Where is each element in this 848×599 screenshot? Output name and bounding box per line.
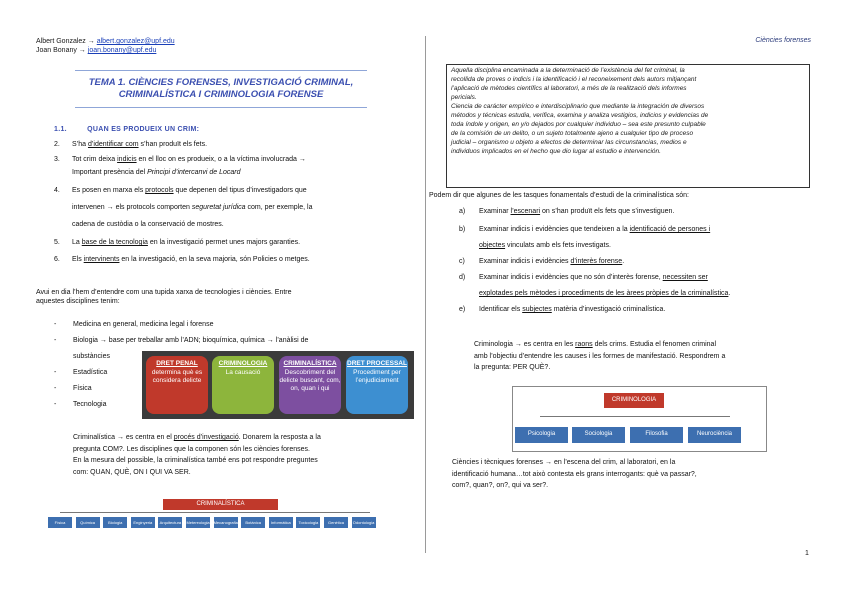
tree-child: Informàtica	[269, 517, 293, 528]
text-run: S’ha	[72, 141, 88, 148]
italic-run: Principi d’intercanvi de Locard	[147, 169, 241, 176]
tree-child: Metereologia	[186, 517, 210, 528]
forenses-paragraph: Ciències i tècniques forenses → en l’escena del crim, al laboratori, en la identificació humana…tot això contesta els grans interrogants: què va passar?, com?, quan?, on?, qui va ser?.	[452, 459, 697, 489]
discipline-item	[54, 368, 107, 377]
text-run: explotades pels mètodes i procediments de les àrees pròpies de la criminalística	[479, 290, 729, 297]
discipline-item	[54, 400, 106, 409]
page-title: TEMA 1. CIÈNCIES FORENSES, INVESTIGACIÓ CRIMINAL, CRIMINALÍSTICA I CRIMINOLOGIA FORENSE	[88, 77, 354, 100]
task-letter: b)	[459, 226, 466, 233]
list-item	[54, 140, 394, 149]
task-item	[459, 289, 730, 298]
text-run: en la investigació permet unes majors garanties.	[147, 239, 301, 246]
text-run: en el lloc on es produeix, o a la víctima involucrada →	[136, 156, 306, 163]
text-run: intervenen → els protocols comporten	[72, 204, 192, 211]
text-run: en la investigació, en la seva majoria, són Policies o metges.	[119, 256, 310, 263]
quote-line: pericials.	[451, 94, 477, 101]
list-item	[54, 203, 394, 212]
text-run: necessiten ser	[662, 274, 708, 281]
task-item	[459, 305, 665, 314]
quote-line: individuos implicados en el hecho que dio lugar al estudio e intervención.	[451, 148, 661, 155]
author-1-email-link[interactable]: albert.gonzalez@upf.edu	[96, 38, 175, 45]
quote-line: toda índole y origen, en y/o dejados por cualquier individuo – sea este presunto culpable	[451, 121, 706, 128]
text-run: cadena de custòdia o la conservació de mostres.	[72, 221, 224, 228]
author-1: Albert Gonzalez → albert.gonzalez@upf.edu	[36, 38, 175, 45]
text-run: base de la tecnologia	[81, 239, 148, 246]
text-run: Tot crim deixa	[72, 156, 118, 163]
text-run: protocols	[145, 187, 174, 194]
text-run: La	[72, 239, 82, 246]
text-run: Es posen en marxa els	[72, 187, 146, 194]
column-divider	[425, 36, 426, 553]
tree-child: Arquitectura	[158, 517, 182, 528]
tree-root: CRIMINALÍSTICA	[163, 499, 278, 510]
author-2: Joan Bonany → joan.bonany@upf.edu	[36, 47, 157, 54]
card-heading: DRET PROCESSAL	[347, 360, 407, 367]
tree-child: Filosofia	[630, 427, 683, 443]
title-rule-bottom	[75, 107, 367, 108]
discipline-card	[346, 356, 408, 414]
bullet-dash: -	[54, 385, 57, 392]
quote-line: métodos y técnicas estudia, verifica, examina y analiza vestigios, indicios y evidencias de	[451, 112, 709, 119]
list-item	[54, 255, 394, 264]
criminalistica-paragraph: Criminalística → es centra en el procés d’investigació. Donarem la resposta a la pregunta COM?. Les disciplines que la componen són les ciències forenses. En la mesura del possible, la criminalística també ens pot respondre preguntes com: QUAN, QUÈ, ON I QUI VA SER.	[73, 434, 321, 476]
discipline-text: substàncies	[73, 353, 110, 360]
text-run: intervinents	[83, 256, 120, 263]
card-body: La causació	[225, 369, 261, 376]
text-run: d’identificar com	[87, 141, 139, 148]
discipline-item	[54, 320, 213, 329]
list-number: 3.	[54, 156, 60, 163]
tree-child: Toxicologia	[296, 517, 320, 528]
title-rule-top	[75, 70, 367, 71]
bullet-dash: -	[54, 401, 57, 408]
task-item	[459, 225, 710, 234]
card-body: Descobriment del delicte buscant, com, on, quan i qui	[279, 369, 341, 392]
task-item	[459, 207, 674, 216]
discipline-text: Estadística	[73, 369, 108, 376]
discipline-card	[212, 356, 274, 414]
bullet-dash: -	[54, 369, 57, 376]
discipline-item	[54, 384, 92, 393]
text-run: identificació de persones i	[629, 226, 711, 233]
text-run: vinculats amb els fets investigats.	[505, 242, 611, 249]
text-run: com, per exemple, la	[245, 204, 313, 211]
text-run: objectes	[479, 242, 506, 249]
tree-child: Genètica	[324, 517, 348, 528]
text-run: matèria d’investigació criminalística.	[551, 306, 666, 313]
tree-child: Física	[48, 517, 72, 528]
text-run: subjectes	[522, 306, 552, 313]
tree-child: Enginyeria	[131, 517, 155, 528]
course-name: Ciències forenses	[755, 37, 811, 44]
discipline-text: Biologia → base per treballar amb l’ADN; bioquímica, química → l’anàlisi de	[73, 337, 309, 344]
text-run: Examinar indicis i evidències	[479, 258, 571, 265]
bullet-dash: -	[54, 321, 57, 328]
text-run: .	[622, 258, 625, 265]
list-number: 5.	[54, 239, 60, 246]
list-item	[54, 238, 394, 247]
tree-root: CRIMINOLOGIA	[604, 393, 664, 408]
task-letter: c)	[459, 258, 465, 265]
card-body: determina què es considera delicte	[151, 369, 203, 384]
list-item	[54, 168, 394, 177]
quote-line: recollida de proves o indicis i la identificació i el reconeixement dels autors mitjançant	[451, 76, 697, 83]
tree-child: Sociologia	[572, 427, 625, 443]
quote-line: Aquella disciplina encaminada a la determinació de l’existència del fet criminal, la	[451, 67, 685, 74]
card-heading: CRIMINALÍSTICA	[283, 360, 337, 367]
definition-box	[446, 64, 810, 188]
discipline-card	[146, 356, 208, 414]
text-run: Important presència del	[72, 169, 148, 176]
intro-paragraph: Avui en dia l’hem d’entendre com una tupida xarxa de tecnologies i ciències. Entre aquestes disciplines tenim:	[36, 289, 292, 305]
page-number: 1	[805, 550, 809, 557]
task-item	[459, 273, 708, 282]
text-run: Identificar els	[479, 306, 523, 313]
text-run: Els	[72, 256, 84, 263]
discipline-item	[54, 336, 308, 345]
quote-line: judicial – organismo u objeto a efectos de determinar las circunstancias, medios e	[451, 139, 687, 146]
criminologia-paragraph: Criminologia → es centra en les raons dels crims. Estudia el fenomen criminal amb l’objectiu d’entendre les causes i les formes de manifestació. Respondrem a la pregunta: PER QUÈ?.	[474, 341, 726, 371]
list-item	[54, 220, 394, 229]
text-run: on s’han produït els fets que s’investiguen.	[540, 208, 675, 215]
tree-child: Botànica	[241, 517, 265, 528]
list-number: 4.	[54, 187, 60, 194]
list-item	[54, 186, 394, 195]
text-run: d’interès forense	[570, 258, 623, 265]
tasks-intro: Podem dir que algunes de les tasques fonamentals d’estudi de la criminalística són:	[429, 192, 689, 199]
italic-run: seguretat jurídica	[191, 204, 246, 211]
quote-line: de la comisión de un delito, o un sujeto totalmente ajeno a cualquier tipo de proceso	[451, 130, 694, 137]
bullet-dash: -	[54, 337, 57, 344]
task-item	[459, 257, 624, 266]
tree-child: Química	[76, 517, 100, 528]
task-letter: d)	[459, 274, 466, 281]
tree-child: Biologia	[103, 517, 127, 528]
section-heading: 1.1. QUAN ES PRODUEIX UN CRIM:	[54, 126, 200, 133]
text-run: s’han produït els fets.	[138, 141, 208, 148]
tree-connector	[540, 416, 730, 417]
task-item	[459, 241, 611, 250]
card-heading: CRIMINOLOGIA	[218, 360, 268, 367]
tree-child: Mecanografia	[214, 517, 238, 528]
list-number: 2.	[54, 141, 60, 148]
text-run: Examinar	[479, 208, 511, 215]
list-item	[54, 155, 394, 164]
discipline-text: Tecnologia	[73, 401, 107, 408]
tree-child: Odontologia	[352, 517, 376, 528]
card-heading: DRET PENAL	[156, 360, 198, 367]
tree-child: Neurociència	[688, 427, 741, 443]
list-number: 6.	[54, 256, 60, 263]
quote-line: l’aplicació de mètodes científics al laboratori, a més de la realització dels informes	[451, 85, 687, 92]
tree-child: Psicologia	[515, 427, 568, 443]
tree-connector	[60, 512, 370, 513]
quote-line: Ciencia de carácter empírico e interdisciplinario que mediante la integración de diversos	[451, 103, 705, 110]
text-run: .	[728, 290, 731, 297]
discipline-item	[54, 352, 110, 361]
text-run: Examinar indicis i evidències que no són d’interès forense,	[479, 274, 663, 281]
text-run: indicis	[117, 156, 137, 163]
task-letter: a)	[459, 208, 466, 215]
discipline-text: Medicina en general, medicina legal i forense	[73, 321, 214, 328]
discipline-card	[279, 356, 341, 414]
text-run: l’escenari	[510, 208, 541, 215]
author-2-email-link[interactable]: joan.bonany@upf.edu	[87, 47, 157, 54]
text-run: Examinar indicis i evidències que tendeixen a la	[479, 226, 630, 233]
text-run: que depenen del tipus d’investigadors que	[173, 187, 307, 194]
task-letter: e)	[459, 306, 466, 313]
discipline-text: Física	[73, 385, 92, 392]
card-body: Procediment per l’enjudiciament	[353, 369, 401, 384]
